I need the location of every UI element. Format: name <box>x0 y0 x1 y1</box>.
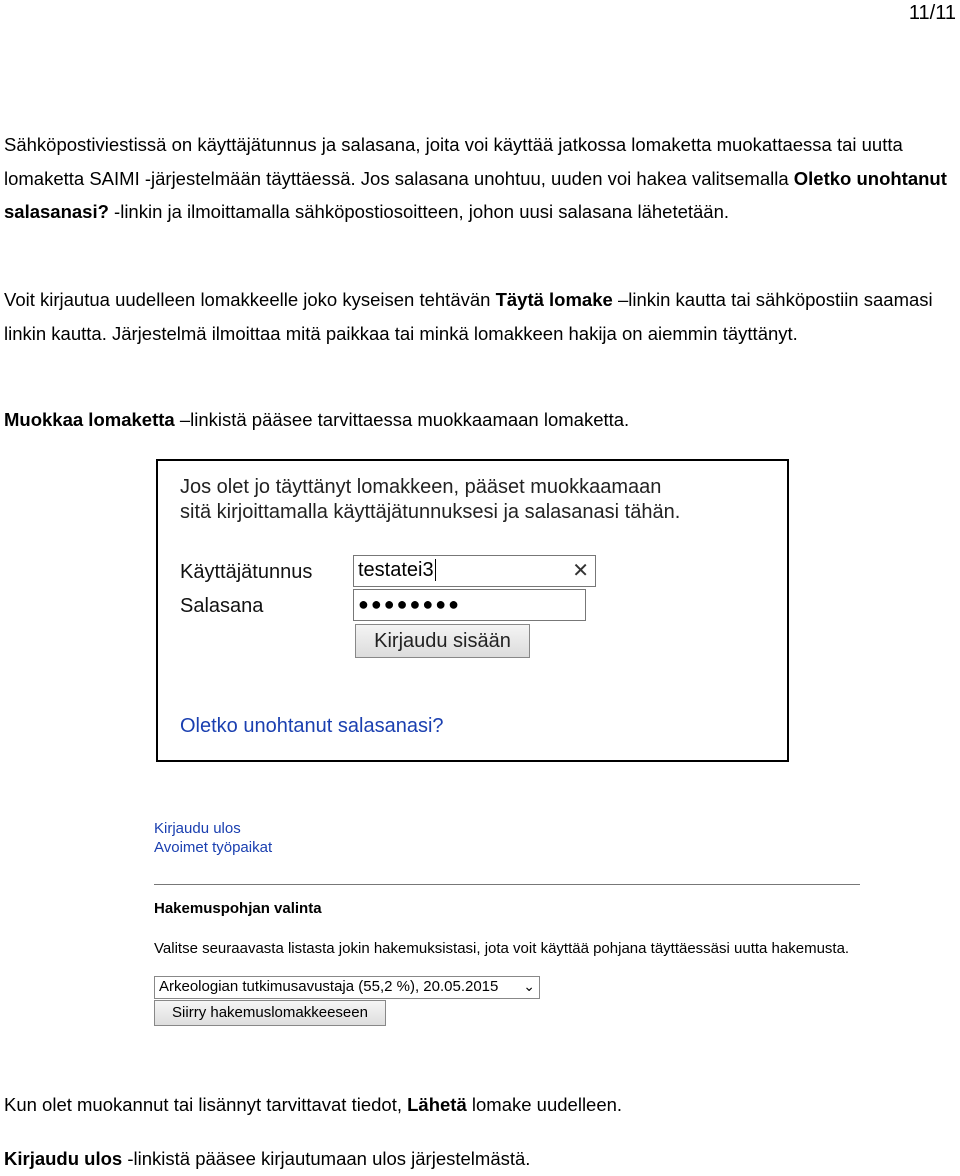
section-title: Hakemuspohjan valinta <box>154 900 322 917</box>
chevron-down-icon: ⌄ <box>523 978 535 994</box>
text: –linkistä pääsee tarvittaessa muokkaamaan lomaketta. <box>174 409 630 430</box>
paragraph-relogin-info <box>4 283 956 350</box>
clear-icon[interactable]: ✕ <box>572 560 589 582</box>
text: lomake uudelleen. <box>466 1094 623 1115</box>
text: Voit kirjautua uudelleen lomakkeelle joko kyseisen tehtävän <box>4 289 496 310</box>
logout-ref: Kirjaudu ulos <box>4 1148 123 1169</box>
password-input[interactable] <box>353 589 586 621</box>
intro-line: Jos olet jo täyttänyt lomakkeen, pääset muokkaamaan <box>180 476 662 498</box>
text: -linkistä pääsee kirjautumaan ulos järjestelmästä. <box>122 1148 531 1169</box>
fill-form-ref: Täytä lomake <box>495 289 613 310</box>
go-to-form-button[interactable]: Siirry hakemuslomakkeeseen <box>154 1000 386 1026</box>
login-intro <box>180 475 680 525</box>
login-panel <box>156 459 789 762</box>
text: Sähköpostiviestissä on käyttäjätunnus ja salasana, joita voi käyttää jatkossa lomaketta muokattaessa tai uutta lomaketta SAIMI -järjestelmään täyttäessä. Jos salasana unohtuu, uuden voi hakea valitsemalla <box>4 134 903 189</box>
text-cursor <box>435 559 436 581</box>
divider <box>154 884 860 885</box>
application-select[interactable] <box>154 976 540 999</box>
paragraph-submit <box>4 1088 956 1122</box>
paragraph-logout <box>4 1142 956 1176</box>
forgot-password-ref: Oletko unohtanut salasanasi? <box>4 167 947 222</box>
text: Kun olet muokannut tai lisännyt tarvittavat tiedot, <box>4 1094 408 1115</box>
login-button[interactable]: Kirjaudu sisään <box>355 624 530 658</box>
password-label: Salasana <box>180 595 264 617</box>
submit-ref: Lähetä <box>407 1094 467 1115</box>
open-jobs-link[interactable]: Avoimet työpaikat <box>154 839 273 856</box>
intro-line: sitä kirjoittamalla käyttäjätunnuksesi ja salasanasi tähän. <box>180 501 681 523</box>
paragraph-password-info <box>4 128 956 229</box>
section-text: Valitse seuraavasta listasta jokin hakemuksistasi, jota voit käyttää pohjana täyttäessäsi uutta hakemusta. <box>154 940 850 957</box>
text: –linkin kautta tai sähköpostiin saamasi linkin kautta. Järjestelmä ilmoittaa mitä paikkaa tai minkä lomakkeen hakija on aiemmin täyttänyt. <box>4 289 933 344</box>
edit-form-ref: Muokkaa lomaketta <box>4 409 175 430</box>
username-label: Käyttäjätunnus <box>180 561 313 583</box>
logout-link[interactable]: Kirjaudu ulos <box>154 820 241 837</box>
paragraph-edit-form <box>4 403 956 437</box>
forgot-password-link[interactable]: Oletko unohtanut salasanasi? <box>180 715 444 737</box>
page-number: 11/11 <box>908 2 956 24</box>
username-input[interactable] <box>353 555 596 587</box>
password-mask: ●●●●●●●● <box>358 594 461 614</box>
username-value: testatei3 <box>358 559 434 581</box>
select-value: Arkeologian tutkimusavustaja (55,2 %), 20.05.2015 <box>159 978 499 995</box>
text: -linkin ja ilmoittamalla sähköpostiosoitteen, johon uusi salasana lähetetään. <box>108 201 730 222</box>
